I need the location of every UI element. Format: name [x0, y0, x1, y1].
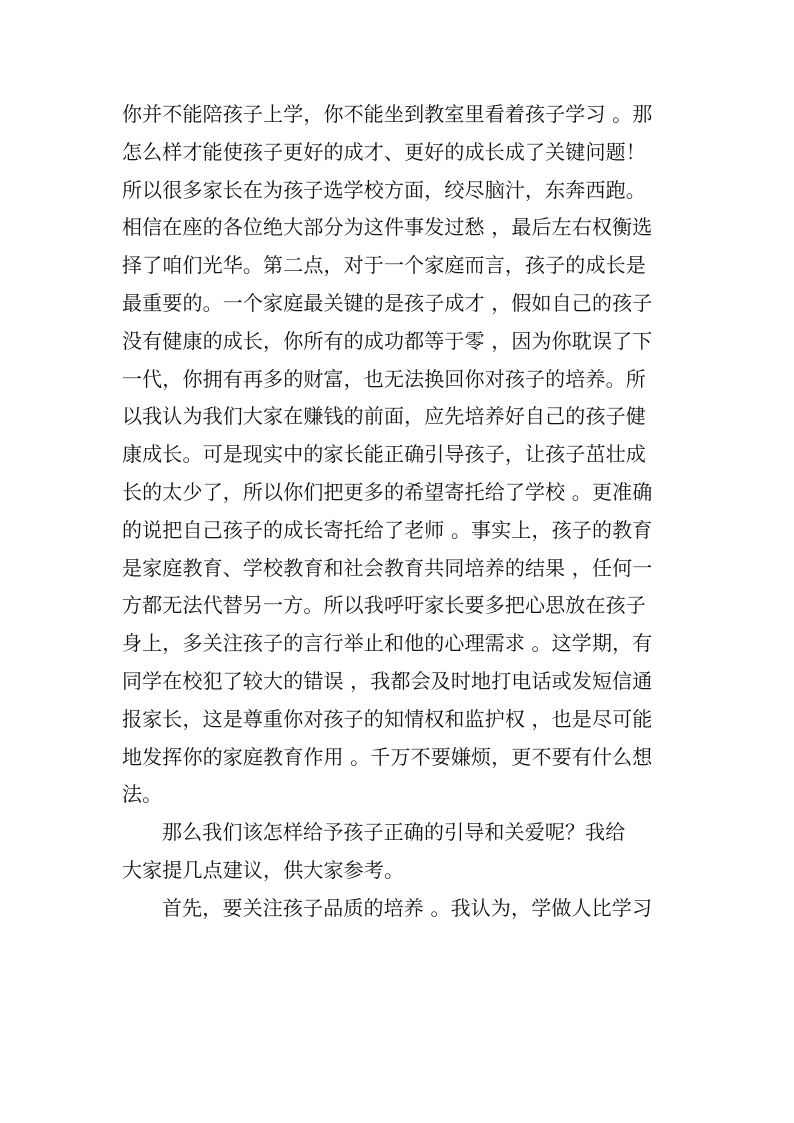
- text-line: 报家长，这是尊重你对孩子的知情权和监护权 ，也是尽可能: [122, 706, 653, 731]
- text-line: 长的太少了，所以你们把更多的希望寄托给了学校 。更准确: [122, 479, 653, 504]
- text-line: 怎么样才能使孩子更好的成才、更好的成长成了关键问题！: [122, 139, 646, 164]
- text-line: 的说把自己孩子的成长寄托给了老师 。事实上，孩子的教育: [122, 517, 653, 542]
- text-line: 大家提几点建议，供大家参考。: [122, 857, 405, 882]
- text-line: 那么我们该怎样给予孩子正确的引导和关爱呢？我给: [162, 820, 626, 845]
- text-line: 地发挥你的家庭教育作用 。千万不要嫌烦，更不要有什么想: [122, 744, 653, 769]
- text-line: 一代，你拥有再多的财富，也无法换回你对孩子的培养。所: [122, 366, 646, 391]
- text-line: 相信在座的各位绝大部分为这件事发过愁 ，最后左右权衡选: [122, 215, 653, 240]
- text-line: 康成长。可是现实中的家长能正确引导孩子，让孩子茁壮成: [122, 442, 646, 467]
- text-line: 以我认为我们大家在赚钱的前面，应先培养好自己的孩子健: [122, 404, 646, 429]
- text-line: 没有健康的成长，你所有的成功都等于零 ，因为你耽误了下: [122, 328, 653, 353]
- text-line: 所以很多家长在为孩子选学校方面，绞尽脑汁，东奔西跑。: [122, 177, 646, 202]
- text-line: 身上，多关注孩子的言行举止和他的心理需求 。这学期，有: [122, 631, 653, 656]
- text-line: 首先，要关注孩子品质的培养 。我认为，学做人比学习: [162, 895, 653, 920]
- body-text: [122, 96, 682, 928]
- text-line: 法。: [122, 782, 163, 807]
- text-line: 择了咱们光华。第二点，对于一个家庭而言，孩子的成长是: [122, 253, 646, 278]
- text-line: 方都无法代替另一方。所以我呼吁家长要多把心思放在孩子: [122, 593, 646, 618]
- text-line: 是家庭教育、学校教育和社会教育共同培养的结果 ，任何一: [122, 555, 653, 580]
- text-line: 最重要的。一个家庭最关键的是孩子成才 ，假如自己的孩子: [122, 290, 653, 315]
- text-line: 同学在校犯了较大的错误 ，我都会及时地打电话或发短信通: [122, 668, 653, 693]
- text-line: 你并不能陪孩子上学，你不能坐到教室里看着孩子学习 。那: [122, 102, 653, 126]
